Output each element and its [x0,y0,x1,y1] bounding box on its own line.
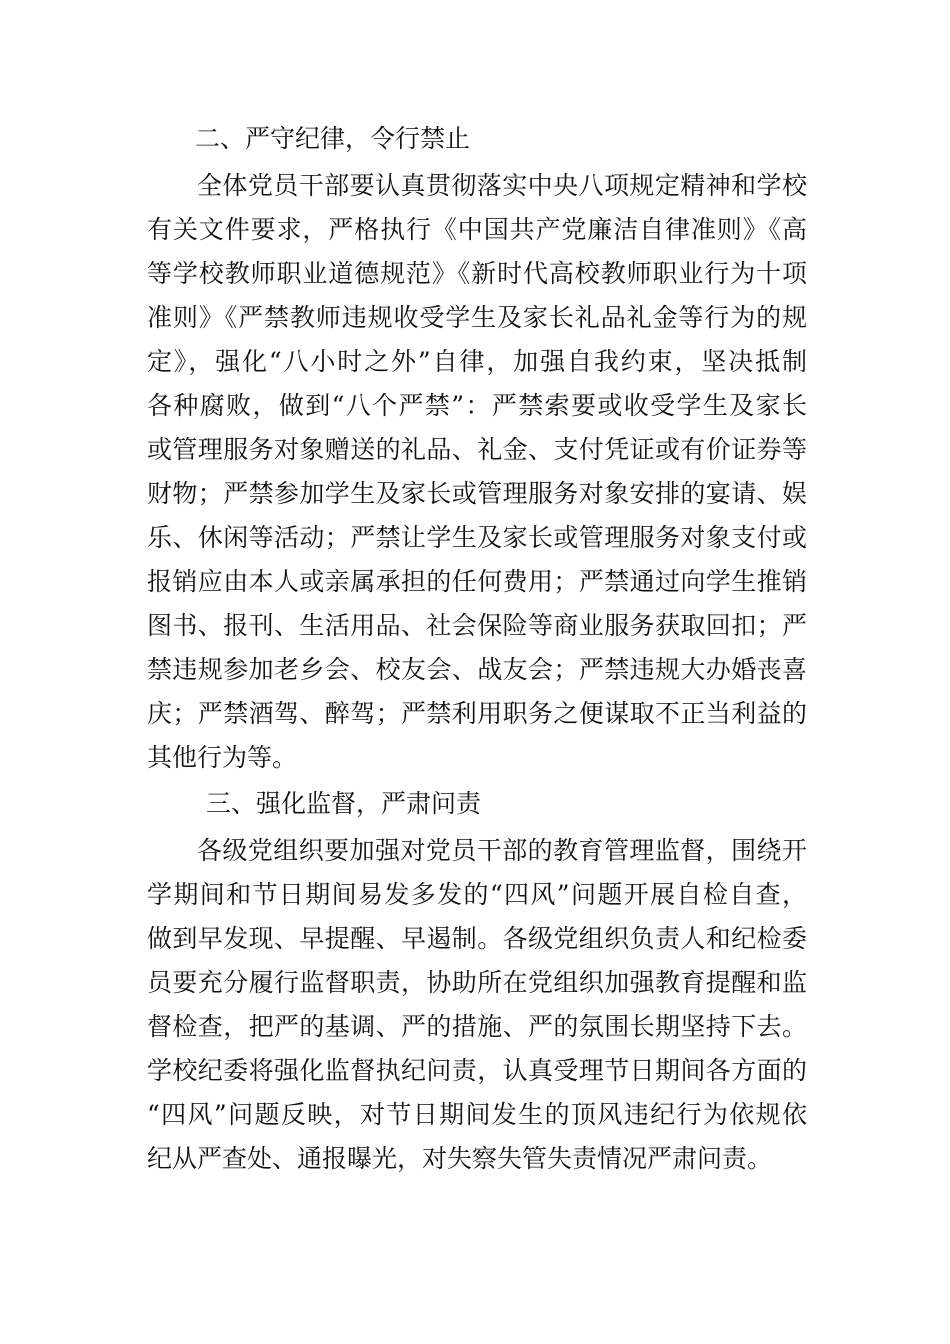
section2-line: 其他行为等。 [147,743,298,772]
section2-heading: 二、严守纪律，令行禁止 [195,124,471,153]
section2-line: 报销应由本人或亲属承担的任何费用；严禁通过向学生推销 [147,567,807,596]
section3-line: 员要充分履行监督职责，协助所在党组织加强教育提醒和监 [147,968,807,997]
section2-line: 有关文件要求，严格执行《中国共产党廉洁自律准则》《高 [147,215,807,244]
section3-line: 做到早发现、早提醒、早遏制。各级党组织负责人和纪检委 [147,924,807,953]
section2-line: 各种腐败，做到“八个严禁”：严禁索要或收受学生及家长 [147,391,807,420]
section2-line: 准则》《严禁教师违规收受学生及家长礼品礼金等行为的规 [147,303,807,332]
section2-line: 图书、报刊、生活用品、社会保险等商业服务获取回扣；严 [147,611,807,640]
section2-line: 或管理服务对象赠送的礼品、礼金、支付凭证或有价证券等 [147,435,807,464]
section2-line: 等学校教师职业道德规范》《新时代高校教师职业行为十项 [147,259,807,288]
section2-line: 禁违规参加老乡会、校友会、战友会；严禁违规大办婚丧喜 [147,655,807,684]
section2-line: 全体党员干部要认真贯彻落实中央八项规定精神和学校 [197,171,807,200]
section3-line: “四风”问题反映，对节日期间发生的顶风违纪行为依规依 [147,1100,807,1129]
section3-line: 学期间和节日期间易发多发的“四风”问题开展自检自查， [147,880,807,909]
section2-line: 庆；严禁酒驾、醉驾；严禁利用职务之便谋取不正当利益的 [147,699,807,728]
section3-line: 学校纪委将强化监督执纪问责，认真受理节日期间各方面的 [147,1056,807,1085]
section3-line: 督检查，把严的基调、严的措施、严的氛围长期坚持下去。 [147,1012,807,1041]
section3-heading: 三、强化监督，严肃问责 [206,789,482,818]
section2-line: 财物；严禁参加学生及家长或管理服务对象安排的宴请、娱 [147,479,807,508]
section2-line: 乐、休闲等活动；严禁让学生及家长或管理服务对象支付或 [147,523,807,552]
section3-line: 各级党组织要加强对党员干部的教育管理监督，围绕开 [197,836,807,865]
section2-line: 定》，强化“八小时之外”自律，加强自我约束，坚决抵制 [147,347,807,376]
section3-line: 纪从严查处、通报曝光，对失察失管失责情况严肃问责。 [147,1144,773,1173]
